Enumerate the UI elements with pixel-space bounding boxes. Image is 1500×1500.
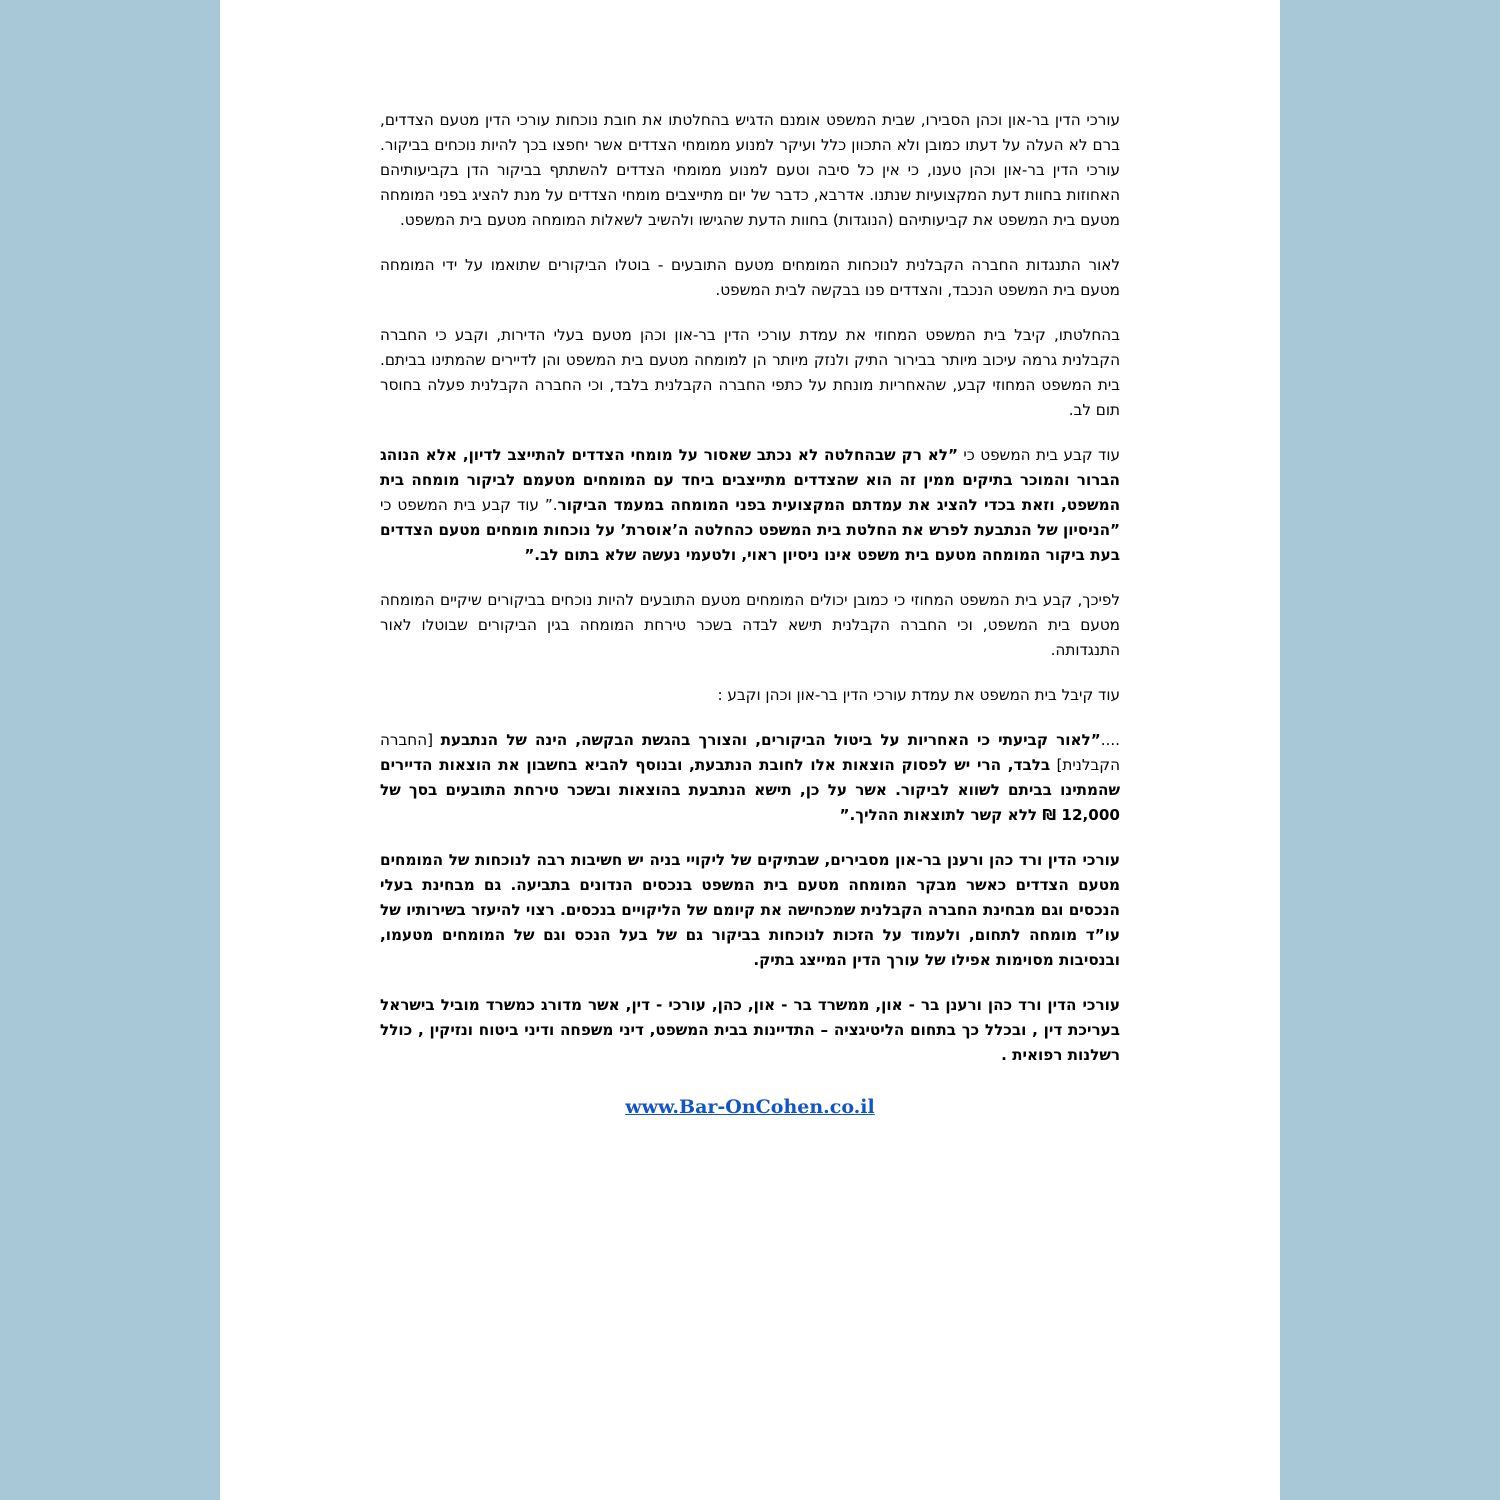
p7-seg-3-bracket: [החברה הקבלנית]: [380, 731, 1120, 774]
paragraph-3: בהחלטתו, קיבל בית המשפט המחוזי את עמדת עורכי הדין בר-און וכהן מטעם בעלי הדירות, וקבע כי החברה הקבלנית גרמה עיכוב מיותר בבירור התיק ולנזק מיותר הן למומחה מטעם בית המשפט והן לדיירים שהמתינו בביתם. בית המשפט המחוזי קבע, שהאחריות מונחת על כתפי החברה הקבלנית בלבד, וכי החברה הקבלנית פעלה בחוסר תום לב.: [380, 326, 1120, 419]
paragraph-1: עורכי הדין בר-און וכהן הסבירו, שבית המשפט אומנם הדגיש בהחלטתו את חובת נוכחות עורכי הדין מטעם הצדדים, ברם לא העלה על דעתו כמובן ולא התכוון כלל ועיקר למנוע ממומחי הצדדים אשר יחפצו בכך להיות נוכחים בביקור. עורכי הדין בר-און וכהן טענו, כי אין כל סיבה וטעם למנוע ממומחי הצדדים להשתתף בביקור הדן בקביעותיהם האחוזות בחוות דעת המקצועיות שנתנו. אדרבא, כדבר של יום מתייצבים מומחי הצדדים על מנת להציג בפני המומחה מטעם בית המשפט את קביעותיהם (הנוגדות) בחוות הדעת שהגישו ולהשיב לשאלות המומחה מטעם בית המשפט.: [380, 111, 1120, 229]
paragraph-5: לפיכך, קבע בית המשפט המחוזי כי כמובן יכולים המומחים מטעם התובעים להיות נוכחים בביקורים שיקיים המומחה מטעם בית המשפט, וכי החברה הקבלנית תישא לבדה בשכר טירחת המומחה בגין הביקורים שבוטלו לאור התנגדותה.: [380, 591, 1120, 659]
website-link-row: [380, 1096, 1120, 1118]
p7-seg-2-quote: ”לאור קביעתי כי האחריות על ביטול הביקורים, והצורך בהגשת הבקשה, הינה של הנתבעת: [440, 731, 1101, 749]
p4-seg-4-quote: ”הניסיון של הנתבעת לפרש את החלטת בית המשפט כהחלטה ה’אוסרת’ על נוכחות מומחים מטעם הצדדים בעת ביקור המומחה מטעם בית משפט אינו ניסיון ראוי, ולטעמי נעשה שלא בתום לב.”: [380, 521, 1120, 564]
p7-seg-4-quote: בלבד, הרי יש לפסוק הוצאות אלו לחובת הנתבעת, ובנוסף להביא בחשבון את הוצאות הדיירים שהמתינו בביתם לשווא לביקור. אשר על כן, תישא הנתבעת בהוצאות ובשכר טירחת התובעים בסך של 12,000 ₪ ללא קשר לתוצאות ההליך.”: [380, 756, 1120, 824]
paragraph-4-court-ruling-quote: [380, 443, 1120, 568]
document-page: [220, 0, 1280, 1500]
p4-seg-2-quote: ”לא רק שבהחלטה לא נכתב שאסור על מומחי הצדדים להתייצב לדיון, אלא הנוהג הברור והמוכר בתיקים ממין זה הוא שהצדדים מתייצבים ביחד עם המומחים מטעמם לביקור מומחה בית המשפט, וזאת בכדי להציג את עמדתם המקצועית בפני המומחה במעמד הביקור: [380, 446, 1121, 514]
paragraph-9-firm-description: עורכי הדין ורד כהן ורענן בר - און, ממשרד בר - און, כהן, עורכי - דין, אשר מדורג כמשרד מוביל בישראל בעריכת דין , ובכלל כך בתחום הליטיגציה – התדיינות בבית המשפט, דיני משפחה ודיני ביטוח ונזיקין , כולל רשלנות רפואית .: [380, 996, 1120, 1064]
paragraph-8-lawyers-explanation: עורכי הדין ורד כהן ורענן בר-און מסבירים, שבתיקים של ליקויי בניה יש חשיבות רבה לנוכחות של המומחים מטעם הצדדים כאשר מבקר המומחה מטעם בית המשפט בנכסים הנדונים בתביעה. גם מבחינת בעלי הנכסים וגם מבחינת החברה הקבלנית שמכחישה את קיומם של הליקויים בנכסים. רצוי להיעזר בשירותיו של עו”ד מומחה לתחום, ולעמוד על הזכות לנוכחות בביקור גם של בעל הנכס וגם של המומחים מטעמו, ובנסיבות מסוימות אפילו של עורך הדין המייצג בתיק.: [380, 851, 1120, 969]
p4-seg-1: עוד קבע בית המשפט כי: [957, 446, 1120, 464]
p7-seg-1: ....: [1100, 731, 1120, 749]
document-body: [380, 108, 1120, 1118]
paragraph-7-costs-quote: [380, 728, 1120, 828]
p4-seg-3: .” עוד קבע בית המשפט כי: [380, 496, 558, 514]
website-link[interactable]: www.Bar-OnCohen.co.il: [625, 1096, 875, 1118]
paragraph-2: לאור התנגדות החברה הקבלנית לנוכחות המומחים מטעם התובעים - בוטלו הביקורים שתואמו על ידי המומחה מטעם בית המשפט הנכבד, והצדדים פנו בבקשה לבית המשפט.: [380, 256, 1120, 299]
paragraph-6: עוד קיבל בית המשפט את עמדת עורכי הדין בר-און וכהן וקבע :: [717, 686, 1120, 704]
